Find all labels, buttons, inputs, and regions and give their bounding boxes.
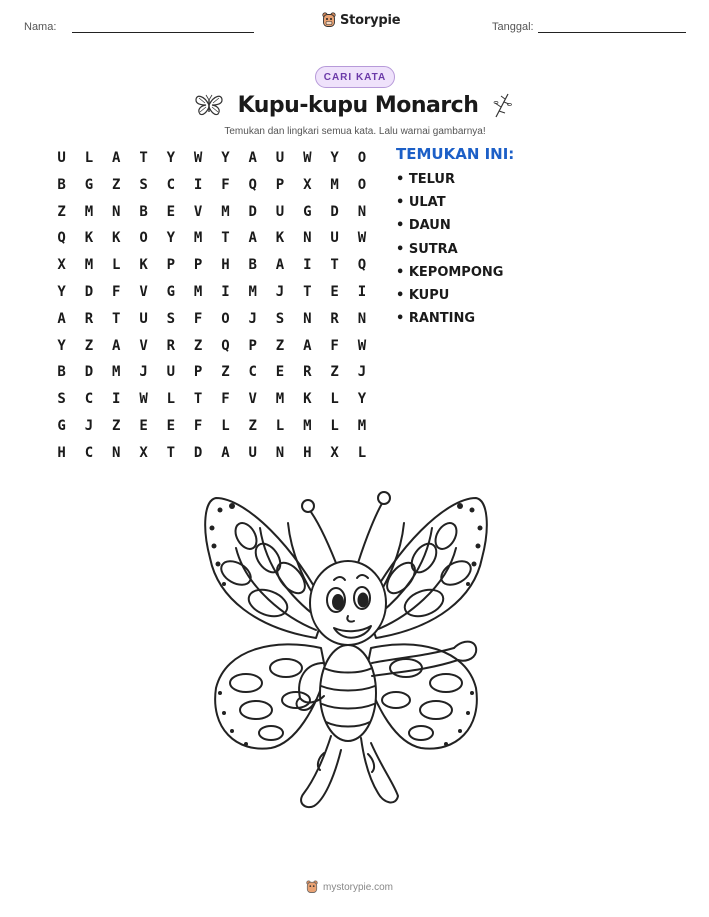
grid-letter[interactable]: O <box>357 150 367 166</box>
grid-letter[interactable]: D <box>84 283 94 300</box>
date-field-line[interactable] <box>538 32 686 33</box>
grid-letter[interactable]: I <box>357 283 367 300</box>
storypie-mascot-icon <box>322 12 336 28</box>
storypie-footer-icon <box>306 880 318 894</box>
grid-letter[interactable]: N <box>275 444 285 461</box>
grid-letter[interactable]: J <box>275 283 285 300</box>
grid-letter[interactable]: Y <box>330 150 339 166</box>
grid-letter[interactable]: M <box>84 203 94 220</box>
word-list-item: • DAUN <box>396 218 451 234</box>
grid-letter[interactable]: X <box>139 444 148 461</box>
grid-letter[interactable]: K <box>112 230 121 247</box>
grid-letter[interactable]: H <box>221 257 230 274</box>
grid-letter[interactable]: M <box>248 283 257 300</box>
grid-letter[interactable]: S <box>57 391 66 408</box>
word-list-item: • SUTRA <box>396 241 458 257</box>
grid-letter[interactable]: S <box>139 176 148 193</box>
grid-letter[interactable]: A <box>221 444 230 461</box>
grid-letter[interactable]: F <box>221 176 230 193</box>
grid-letter[interactable]: E <box>166 203 176 220</box>
grid-letter[interactable]: W <box>139 391 148 408</box>
word-list-item: • ULAT <box>396 195 446 211</box>
category-badge: CARI KATA <box>315 66 395 88</box>
grid-letter[interactable]: Z <box>112 417 121 434</box>
grid-letter[interactable]: T <box>139 150 148 166</box>
grid-letter[interactable]: I <box>303 257 312 274</box>
grid-letter[interactable]: N <box>303 230 312 247</box>
grid-letter[interactable]: R <box>166 337 176 354</box>
grid-letter[interactable]: A <box>248 230 257 247</box>
word-list <box>396 172 503 334</box>
grid-letter[interactable]: U <box>330 230 339 247</box>
word-search-grid <box>48 148 376 470</box>
grid-letter[interactable]: U <box>248 444 257 461</box>
grid-letter[interactable]: J <box>139 364 148 381</box>
grid-letter[interactable]: M <box>193 283 203 300</box>
grid-letter[interactable]: E <box>166 417 176 434</box>
grid-letter[interactable]: N <box>357 310 367 327</box>
grid-letter[interactable]: F <box>112 283 121 300</box>
grid-letter[interactable]: C <box>84 391 94 408</box>
grid-letter[interactable]: U <box>275 203 285 220</box>
butterfly-icon <box>194 93 224 117</box>
brand-logo <box>322 12 400 28</box>
grid-letter[interactable]: Z <box>112 176 121 193</box>
grid-letter[interactable]: Z <box>248 417 257 434</box>
grid-letter[interactable]: D <box>330 203 339 220</box>
grid-letter[interactable]: D <box>84 364 94 381</box>
word-list-title: TEMUKAN INI: <box>396 145 515 163</box>
grid-letter[interactable]: K <box>275 230 285 247</box>
grid-letter[interactable]: W <box>357 337 367 354</box>
grid-letter[interactable]: M <box>357 417 367 434</box>
grid-letter[interactable]: W <box>357 230 367 247</box>
grid-letter[interactable]: L <box>357 444 367 461</box>
grid-letter[interactable]: N <box>112 444 121 461</box>
grid-letter[interactable]: E <box>139 417 148 434</box>
grid-letter[interactable]: F <box>193 417 203 434</box>
grid-letter[interactable]: O <box>139 230 148 247</box>
grid-letter[interactable]: Q <box>357 257 367 274</box>
grid-letter[interactable]: M <box>84 257 94 274</box>
grid-letter[interactable]: A <box>275 257 285 274</box>
grid-letter[interactable]: K <box>84 230 94 247</box>
grid-letter[interactable]: L <box>84 150 94 166</box>
grid-letter[interactable]: U <box>139 310 148 327</box>
grid-letter[interactable]: S <box>275 310 285 327</box>
grid-letter[interactable]: P <box>166 257 176 274</box>
grid-letter[interactable]: A <box>248 150 257 166</box>
grid-letter[interactable]: Y <box>357 391 367 408</box>
grid-letter[interactable]: O <box>221 310 230 327</box>
word-list-item: • RANTING <box>396 311 476 327</box>
grid-letter[interactable]: N <box>303 310 312 327</box>
name-label: Nama: <box>24 21 57 33</box>
grid-letter[interactable]: H <box>57 444 66 461</box>
grid-letter[interactable]: D <box>193 444 203 461</box>
grid-letter[interactable]: B <box>57 364 66 381</box>
grid-letter[interactable]: T <box>330 257 339 274</box>
grid-letter[interactable]: M <box>221 203 230 220</box>
grid-letter[interactable]: I <box>221 283 230 300</box>
grid-letter[interactable]: Q <box>57 230 66 247</box>
grid-letter[interactable]: C <box>84 444 94 461</box>
grid-letter[interactable]: Y <box>166 230 176 247</box>
grid-letter[interactable]: C <box>248 364 257 381</box>
grid-letter[interactable]: T <box>303 283 312 300</box>
grid-letter[interactable]: A <box>112 337 121 354</box>
grid-letter[interactable]: G <box>84 176 94 193</box>
footer-url[interactable]: mystorypie.com <box>323 881 394 893</box>
word-list-item: • KUPU <box>396 287 450 303</box>
grid-letter[interactable]: R <box>84 310 94 327</box>
grid-letter[interactable]: I <box>193 176 203 193</box>
grid-letter[interactable]: F <box>330 337 339 354</box>
grid-letter[interactable]: X <box>303 176 312 193</box>
grid-letter[interactable]: F <box>193 310 203 327</box>
grid-letter[interactable]: Z <box>84 337 94 354</box>
grid-letter[interactable]: K <box>139 257 148 274</box>
grid-letter[interactable]: M <box>330 176 339 193</box>
grid-letter[interactable]: Y <box>57 337 66 354</box>
grid-letter[interactable]: P <box>275 176 285 193</box>
grid-letter[interactable]: Z <box>330 364 339 381</box>
grid-letter[interactable]: G <box>57 417 66 434</box>
title-row <box>188 92 518 118</box>
grid-letter[interactable]: Y <box>57 283 66 300</box>
grid-letter[interactable]: Q <box>221 337 230 354</box>
grid-letter[interactable]: C <box>166 176 176 193</box>
grid-letter[interactable]: Z <box>275 337 285 354</box>
grid-letter[interactable]: I <box>112 391 121 408</box>
grid-letter[interactable]: D <box>248 203 257 220</box>
grid-letter[interactable]: L <box>112 257 121 274</box>
grid-letter[interactable]: J <box>248 310 257 327</box>
grid-letter[interactable]: L <box>330 417 339 434</box>
grid-letter[interactable]: L <box>166 391 176 408</box>
grid-letter[interactable]: A <box>57 310 66 327</box>
grid-letter[interactable]: E <box>330 283 339 300</box>
name-field-line[interactable] <box>72 32 254 33</box>
grid-letter[interactable]: V <box>193 203 203 220</box>
grid-letter[interactable]: R <box>303 364 312 381</box>
grid-letter[interactable]: A <box>112 150 121 166</box>
grid-letter[interactable]: M <box>303 417 312 434</box>
page-title: Kupu-kupu Monarch <box>237 92 479 118</box>
grid-letter[interactable]: L <box>275 417 285 434</box>
grid-letter[interactable]: M <box>275 391 285 408</box>
instructions: Temukan dan lingkari semua kata. Lalu warnai gambarnya! <box>224 126 486 137</box>
grid-letter[interactable]: B <box>248 257 257 274</box>
grid-letter[interactable]: T <box>193 391 203 408</box>
grid-letter[interactable]: R <box>330 310 339 327</box>
butterfly-illustration <box>196 488 496 828</box>
grid-letter[interactable]: L <box>330 391 339 408</box>
grid-letter[interactable]: G <box>303 203 312 220</box>
grid-letter[interactable]: L <box>221 417 230 434</box>
grid-letter[interactable]: Q <box>248 176 257 193</box>
grid-letter[interactable]: Z <box>57 203 66 220</box>
grid-letter[interactable]: K <box>303 391 312 408</box>
grid-letter[interactable]: M <box>193 230 203 247</box>
grid-letter[interactable]: V <box>139 337 148 354</box>
grid-letter[interactable]: J <box>84 417 94 434</box>
brand-name: Storypie <box>340 12 401 28</box>
grid-letter[interactable]: U <box>275 150 285 166</box>
grid-letter[interactable]: W <box>193 150 203 166</box>
grid-letter[interactable]: Y <box>166 150 176 166</box>
grid-letter[interactable]: N <box>357 203 367 220</box>
grid-letter[interactable]: P <box>248 337 257 354</box>
grid-letter[interactable]: N <box>112 203 121 220</box>
grid-letter[interactable]: S <box>166 310 176 327</box>
grid-letter[interactable]: X <box>330 444 339 461</box>
grid-letter[interactable]: G <box>166 283 176 300</box>
word-list-item: • TELUR <box>396 172 455 187</box>
grid-letter[interactable]: T <box>166 444 176 461</box>
grid-letter[interactable]: M <box>112 364 121 381</box>
grid-letter[interactable]: V <box>139 283 148 300</box>
grid-letter[interactable]: V <box>248 391 257 408</box>
grid-letter[interactable]: T <box>112 310 121 327</box>
grid-letter[interactable]: B <box>57 176 66 193</box>
grid-letter[interactable]: Y <box>221 150 230 166</box>
grid-letter[interactable]: T <box>221 230 230 247</box>
grid-letter[interactable]: W <box>303 150 312 166</box>
grid-letter[interactable]: U <box>57 150 66 166</box>
grid-letter[interactable]: O <box>357 176 367 193</box>
date-label: Tanggal: <box>492 21 534 33</box>
grid-letter[interactable]: B <box>139 203 148 220</box>
grid-letter[interactable]: X <box>57 257 66 274</box>
grid-letter[interactable]: P <box>193 257 203 274</box>
grid-letter[interactable]: Z <box>193 337 203 354</box>
grid-letter[interactable]: E <box>275 364 285 381</box>
word-list-item: • KEPOMPONG <box>396 264 504 280</box>
twig-icon <box>492 92 512 118</box>
grid-letter[interactable]: F <box>221 391 230 408</box>
grid-letter[interactable]: U <box>166 364 176 381</box>
grid-letter[interactable]: A <box>303 337 312 354</box>
grid-letter[interactable]: J <box>357 364 367 381</box>
grid-letter[interactable]: P <box>193 364 203 381</box>
grid-letter[interactable]: H <box>303 444 312 461</box>
footer <box>306 880 393 894</box>
grid-letter[interactable]: Z <box>221 364 230 381</box>
